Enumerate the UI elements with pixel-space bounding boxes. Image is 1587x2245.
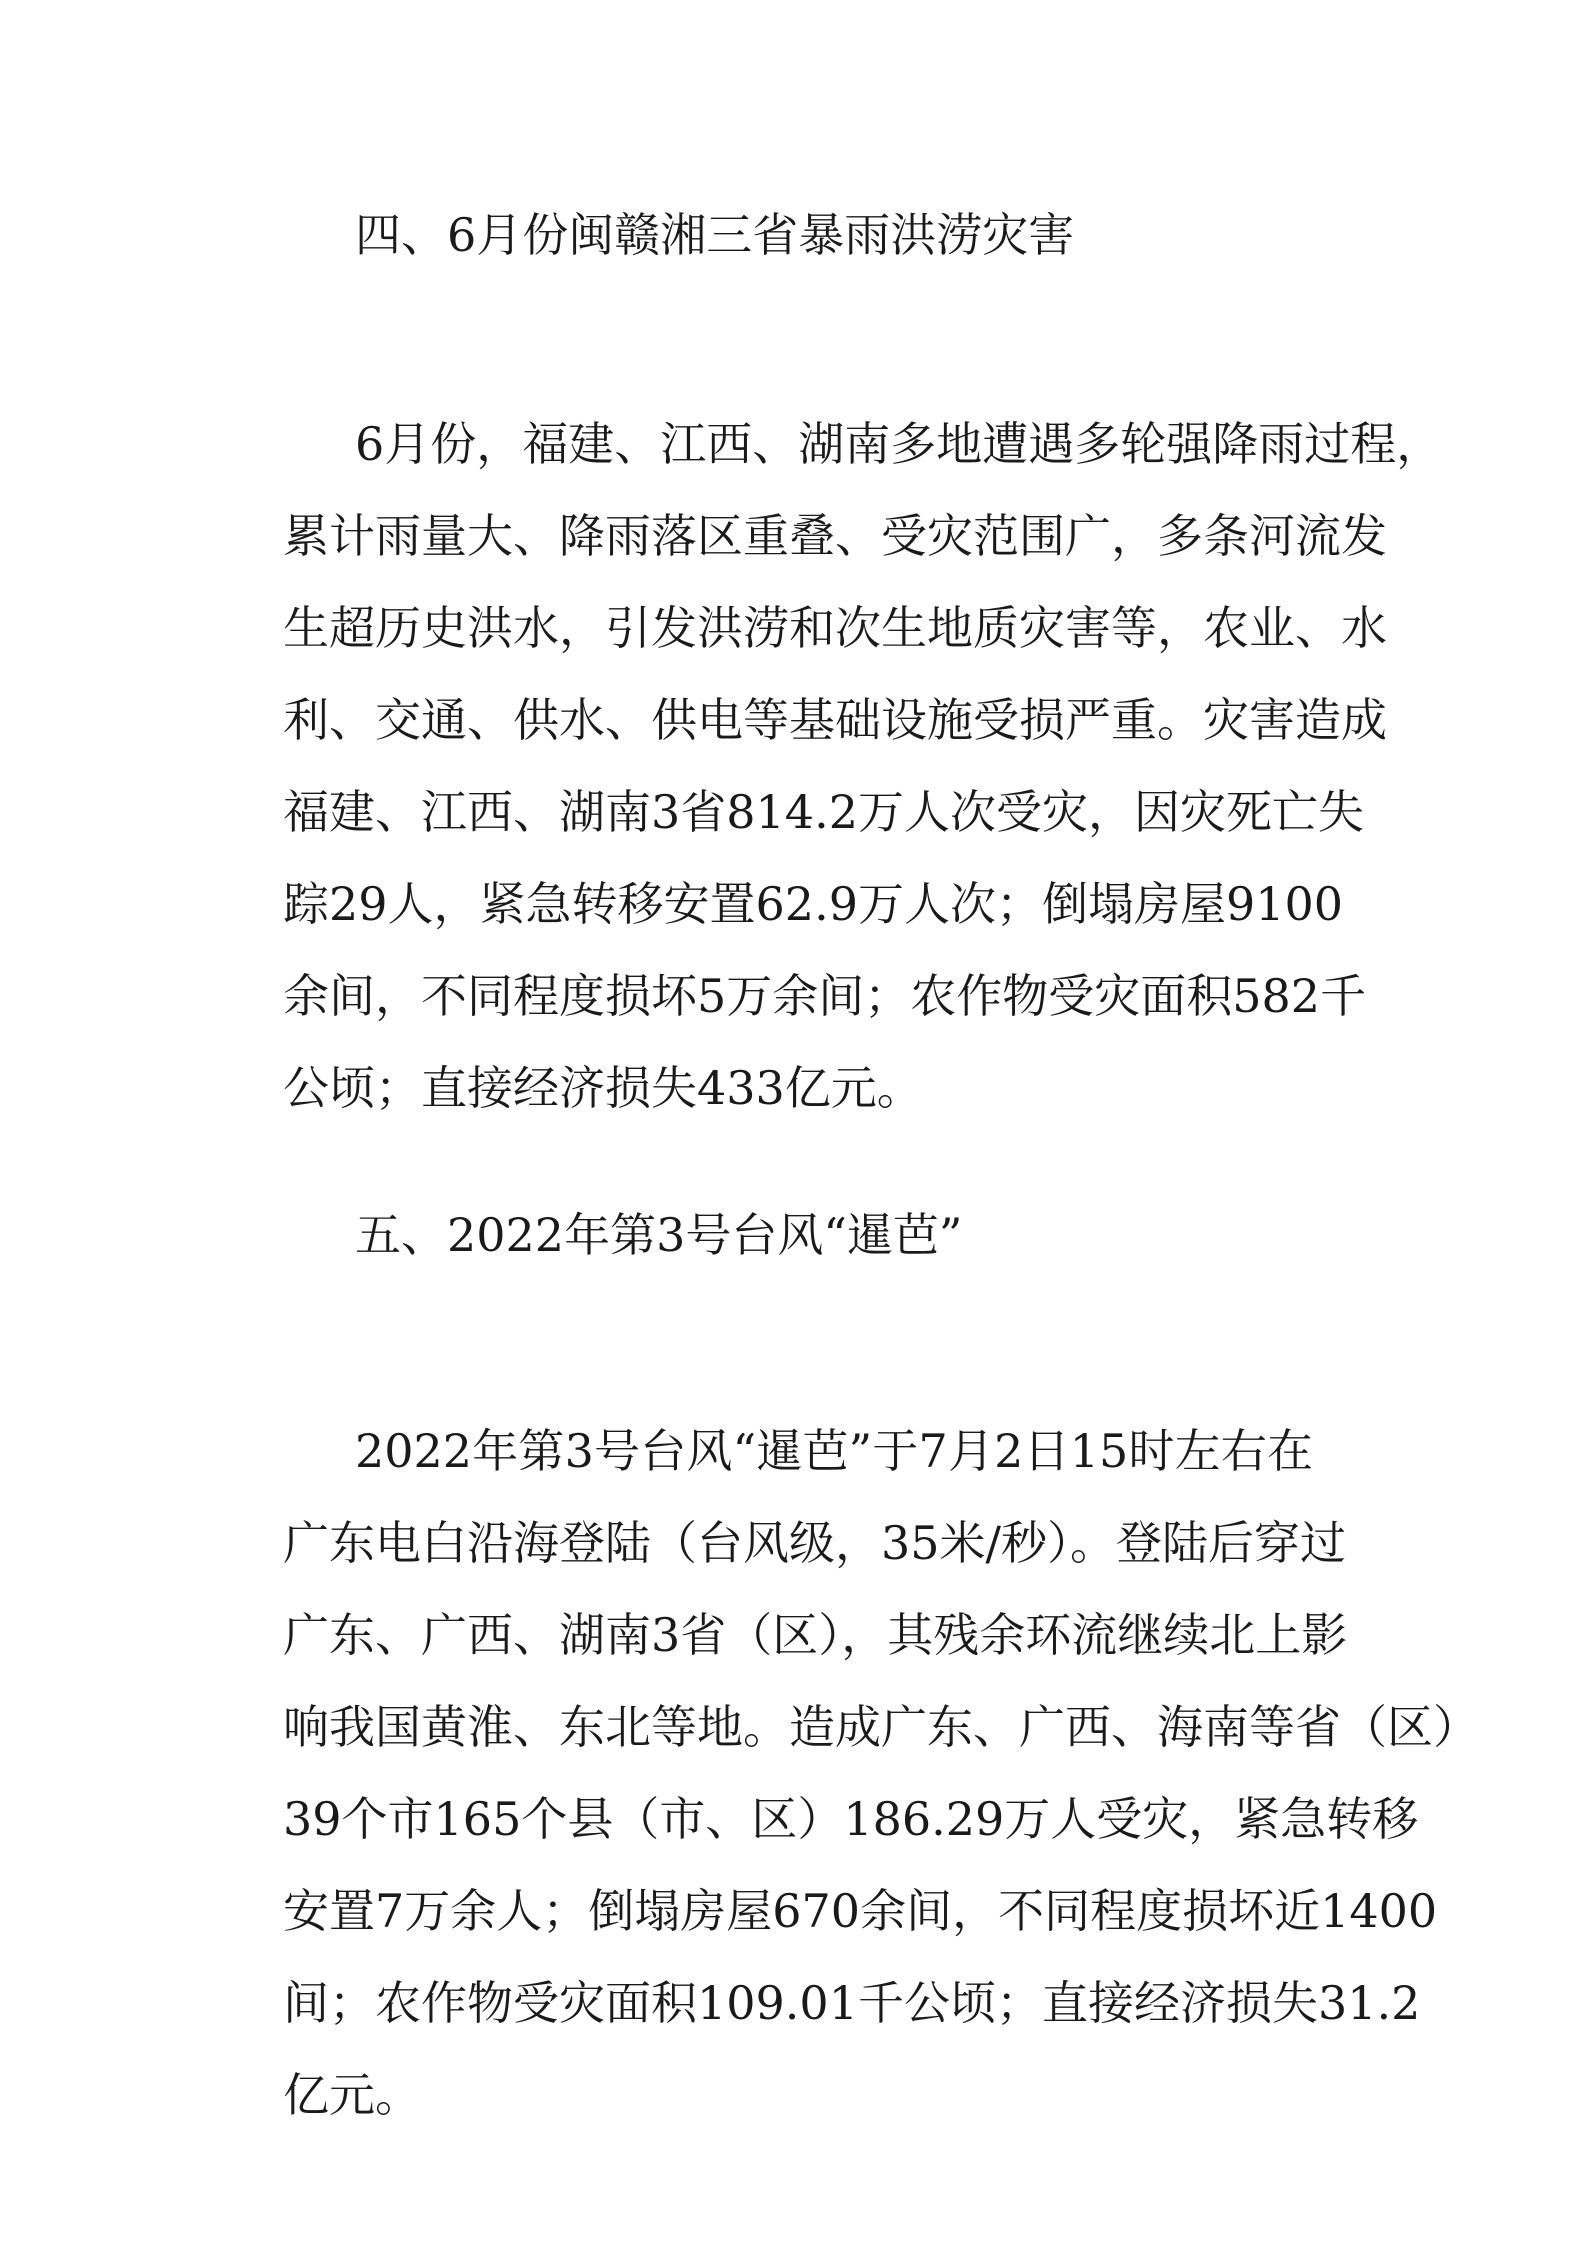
paragraph-line: 生超历史洪水，引发洪涝和次生地质灾害等，农业、水 [283,601,1387,655]
paragraph-line: 广东、广西、湖南3省（区），其残余环流继续北上影 [283,1608,1348,1662]
section-heading-4: 四、6月份闽赣湘三省暴雨洪涝灾害 [355,208,1075,262]
paragraph-line: 余间，不同程度损坏5万余间；农作物受灾面积582千 [283,969,1367,1023]
section-heading-5: 五、2022年第3号台风“暹芭” [355,1208,963,1262]
section-paragraph-4 [283,398,1443,1134]
paragraph-line: 踪29人，紧急转移安置62.9万人次；倒塌房屋9100 [283,877,1344,931]
paragraph-line: 亿元。 [283,2068,421,2122]
paragraph-line: 间；农作物受灾面积109.01千公顷；直接经济损失31.2 [283,1976,1421,2030]
paragraph-line: 39个市165个县（市、区）186.29万人受灾，紧急转移 [283,1792,1419,1846]
paragraph-line: 响我国黄淮、东北等地。造成广东、广西、海南等省（区） [283,1700,1479,1754]
paragraph-line: 2022年第3号台风“暹芭”于7月2日15时左右在 [355,1424,1313,1478]
paragraph-line: 安置7万余人；倒塌房屋670余间，不同程度损坏近1400 [283,1884,1438,1938]
paragraph-line: 累计雨量大、降雨落区重叠、受灾范围广，多条河流发 [283,509,1387,563]
section-paragraph-5 [283,1405,1479,2141]
paragraph-line: 利、交通、供水、供电等基础设施受损严重。灾害造成 [283,693,1387,747]
paragraph-line: 福建、江西、湖南3省814.2万人次受灾，因灾死亡失 [283,785,1364,839]
paragraph-line: 6月份，福建、江西、湖南多地遭遇多轮强降雨过程， [355,417,1443,471]
paragraph-line: 广东电白沿海登陆（台风级，35米/秒）。登陆后穿过 [283,1516,1347,1570]
paragraph-line: 公顷；直接经济损失433亿元。 [283,1061,923,1115]
